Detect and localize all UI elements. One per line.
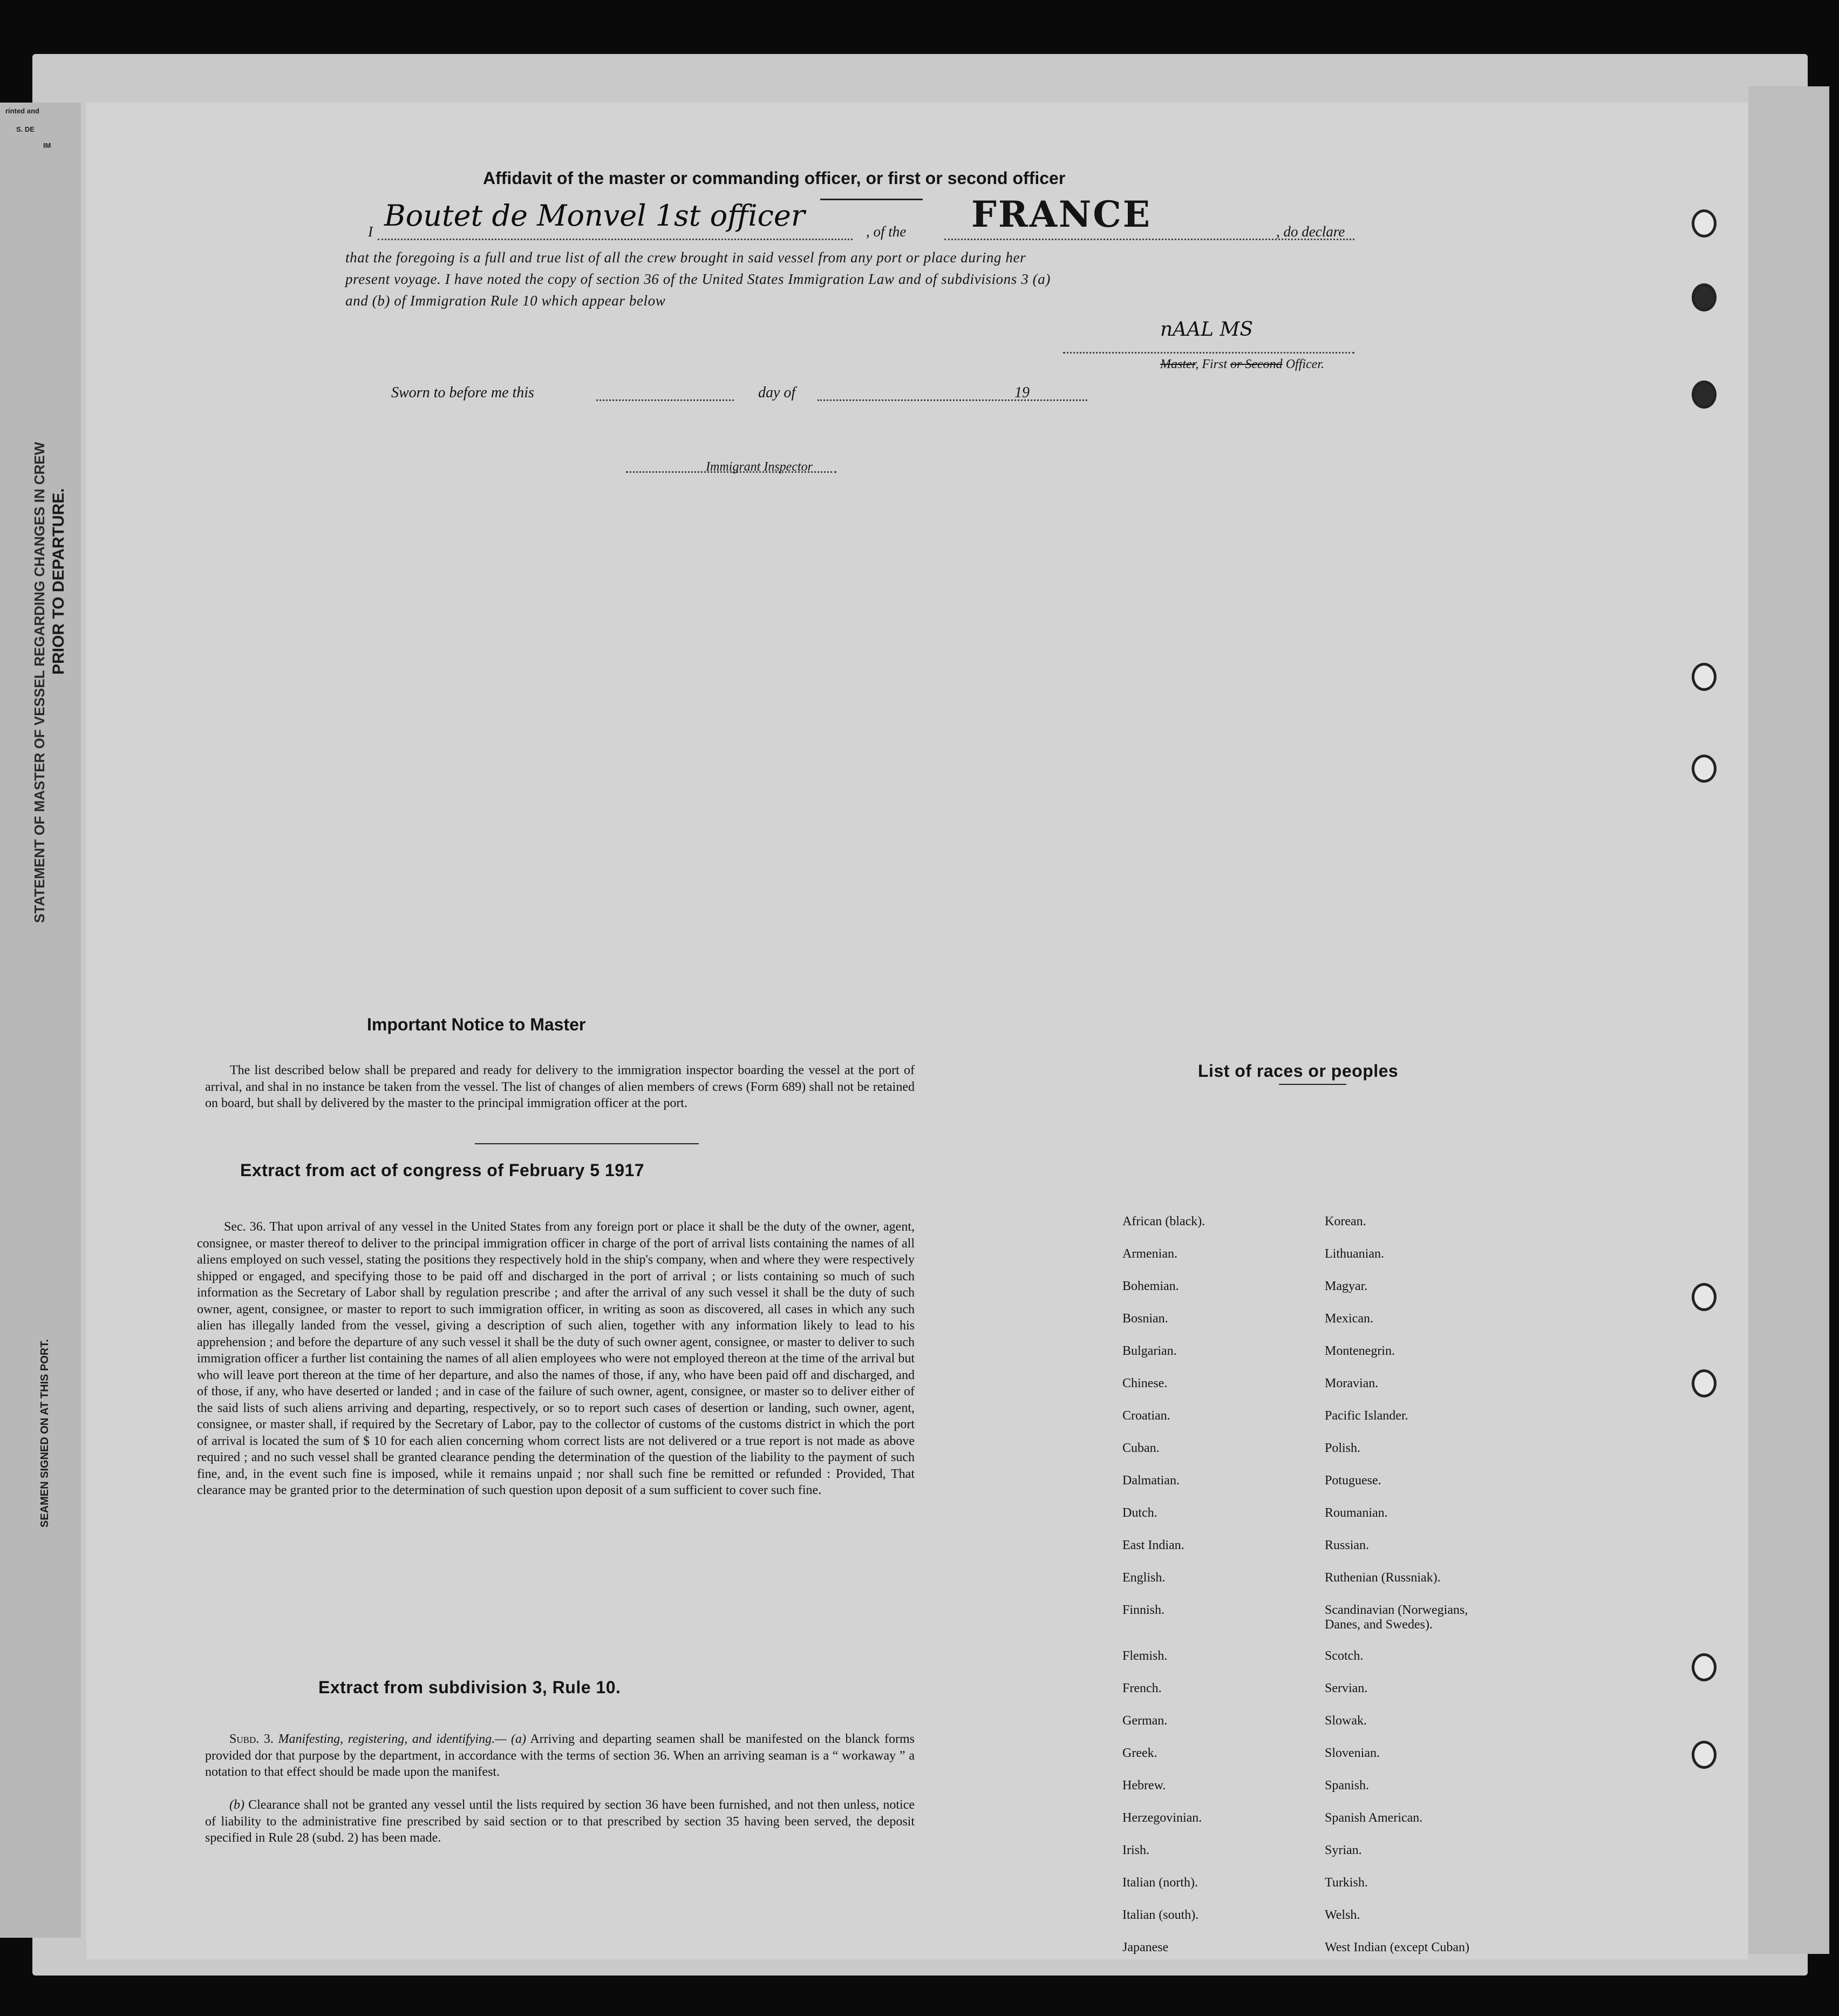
notice-title: Important Notice to Master <box>367 1015 586 1034</box>
affidavit-line-3: present voyage. I have noted the copy of section 36 of the United States Immigration Law and of subdivisions 3 (a) <box>345 271 1051 287</box>
inspector-title: Immigrant Inspector <box>706 460 813 474</box>
race-entry: Croatian. <box>1122 1409 1170 1423</box>
race-entry: Armenian. <box>1122 1247 1177 1261</box>
race-entry: German. <box>1122 1714 1168 1728</box>
sworn-day-line <box>596 399 734 401</box>
strip-vertical-title: PRIOR TO DEPARTURE. <box>50 488 67 675</box>
races-title: List of races or peoples <box>1198 1061 1399 1081</box>
race-entry: Syrian. <box>1325 1843 1362 1857</box>
race-entry: English. <box>1122 1571 1166 1585</box>
officer-signature: nAAL MS <box>1160 318 1254 341</box>
race-entry: Roumanian. <box>1325 1506 1388 1520</box>
officer-title-first: , First <box>1195 357 1228 371</box>
para-b-text: Clearance shall not be granted any vessel until the lists required by section 36 have been furnished, and not then unless, notice of liability to the administrative fine prescribed by said section or to that prescribed by section 35 having been served, the deposit specified in Rule 28 (subd. 2) has been made. <box>205 1798 915 1845</box>
race-entry: Korean. <box>1325 1214 1366 1228</box>
officer-title <box>1160 357 1324 372</box>
punch-hole <box>1692 283 1717 311</box>
race-entry: Japanese <box>1122 1940 1169 1954</box>
race-entry: Mexican. <box>1325 1312 1373 1326</box>
race-entry: Magyar. <box>1325 1279 1368 1293</box>
race-entry: Chinese. <box>1122 1376 1168 1390</box>
race-entry: Spanish American. <box>1325 1811 1423 1825</box>
extract2-title: Extract from subdivision 3, Rule 10. <box>318 1678 621 1697</box>
race-entry: Pacific Islander. <box>1325 1409 1408 1423</box>
race-entry: Lithuanian. <box>1325 1247 1384 1261</box>
punch-hole <box>1692 1653 1717 1681</box>
race-entry: Spanish. <box>1325 1779 1370 1793</box>
heading-rule <box>820 199 923 200</box>
race-entry: Dutch. <box>1122 1506 1157 1520</box>
race-entry: Bohemian. <box>1122 1279 1179 1293</box>
race-entry: Turkish. <box>1325 1876 1368 1890</box>
sworn-month-line <box>818 399 1087 401</box>
race-entry: Russian. <box>1325 1538 1370 1552</box>
race-entry: Moravian. <box>1325 1376 1379 1390</box>
officer-title-suffix: Officer. <box>1282 357 1325 371</box>
officer-name-handwritten: Boutet de Monvel 1st officer <box>384 199 805 233</box>
punch-hole <box>1692 663 1717 691</box>
race-entry: Greek. <box>1122 1746 1157 1760</box>
race-entry: French. <box>1122 1681 1162 1695</box>
subd-label: Subd. 3. <box>229 1732 274 1746</box>
race-entry: Montenegrin. <box>1325 1344 1395 1358</box>
race-entry: East Indian. <box>1122 1538 1184 1552</box>
race-entry: Potuguese. <box>1325 1474 1381 1488</box>
race-entry: Bosnian. <box>1122 1312 1168 1326</box>
race-entry: Dalmatian. <box>1122 1474 1180 1488</box>
para-a-text: Arriving and departing seamen shall be manifested on the blanck forms provided dor that purpose by the department, in accordance with the terms of section 36. When an arriving seaman is a “ workaway ” a notation to that effect should be made upon the manifest. <box>205 1732 915 1779</box>
race-entry: Italian (south). <box>1122 1908 1199 1922</box>
notice-body: The list described below shall be prepared and ready for delivery to the immigration inspector boarding the vessel at the port of arrival, and shal in no instance be taken from the vessel. The list of changes of alien members of crews (Form 689) shall not be retained on board, but shall by delivered by the master to the principal immigration officer at the port. <box>205 1063 915 1110</box>
race-entry: Irish. <box>1122 1843 1149 1857</box>
punch-hole <box>1692 381 1717 409</box>
name-line <box>378 239 853 240</box>
affidavit-page <box>86 103 1748 1959</box>
para-b-label: (b) <box>229 1798 244 1812</box>
punch-hole <box>1692 1283 1717 1311</box>
affidavit-pronoun: I <box>368 223 373 240</box>
day-of-text: day of <box>758 384 796 401</box>
race-entry: Cuban. <box>1122 1441 1160 1455</box>
race-entry: Polish. <box>1325 1441 1361 1455</box>
punch-hole <box>1692 209 1717 237</box>
punch-hole <box>1692 755 1717 783</box>
affidavit-heading: Affidavit of the master or commanding officer, or first or second officer <box>483 168 1066 188</box>
punch-hole <box>1692 1741 1717 1769</box>
affidavit-line-2: that the foregoing is a full and true list of all the crew brought in said vessel from any port or place during her <box>345 249 1026 266</box>
affidavit-line-4: and (b) of Immigration Rule 10 which appear below <box>345 293 666 309</box>
race-entry: African (black). <box>1122 1214 1205 1228</box>
officer-title-master: Master <box>1160 357 1196 371</box>
do-declare-text: , do declare <box>1276 223 1345 240</box>
extract1-body: Sec. 36. That upon arrival of any vessel in the United States from any foreign port or place it shall be the duty of the owner, agent, consignee, or master thereof to deliver to the principal immigration officer in charge of the port of arrival lists containing the names of all aliens employed on such vessel, stating the positions they respectively hold in the ship's company, when and where they were respectively shipped or engaged, and specifying those to be paid off and discharged in the port of arrival ; or lists containing so much of such information as the Secretary of Labor shall by regulation prescribe ; and after the arrival of any such vessel it shall be the duty of such owner, agent, consignee, or master to report to such immigration officer, in writing as soon as discovered, all cases in which any such alien has illegally landed from the vessel, giving a description of such alien, together with any information likely to lead to his apprehension ; and before the departure of any such vessel it shall be the duty of such owner agent, consignee, or master to deliver to such immigration officer a further list containing the names of all alien employees who were not employed thereon at the time of the arrival but who will leave port thereon at the time of her departure, and also the names of those, if any, who have been paid off and discharged, and of those, if any, who have deserted or landed ; and in case of the failure of such owner, agent, consignee, or master so to deliver either of the said lists of such aliens arriving and departing, respectively, or so to report such cases of desertion or landing, such owner, agent, consignee, or master shall, if required by the Secretary of Labor, pay to the collector of customs of the customs district in which the port of arrival is located the sum of $ 10 for each alien concerning whom correct lists are not delivered or a true report is not made as above required ; and no such vessel shall be granted clearance pending the determination of the question of the liability to the payment of such fine, and, in the event such fine is imposed, while it remains unpaid ; nor shall such fine be remitted or refunded : Provided, That clearance may be granted prior to the determination of such question upon deposit of a sum sufficient to cover such fine. <box>197 1220 915 1497</box>
race-entry: Flemish. <box>1122 1649 1168 1663</box>
race-entry: Servian. <box>1325 1681 1368 1695</box>
extract2-para-b <box>205 1797 915 1847</box>
race-entry: Herzegovinian. <box>1122 1811 1202 1825</box>
vessel-name-stamp: FRANCE <box>971 193 1152 235</box>
officer-title-second: or Second <box>1230 357 1283 371</box>
race-entry: West Indian (except Cuban) <box>1325 1940 1469 1954</box>
underlying-sheet-edge <box>1748 86 1829 1954</box>
strip-tiny-text: rinted and <box>5 107 39 115</box>
year-prefix: 19 <box>1014 384 1030 401</box>
race-entry: Scotch. <box>1325 1649 1364 1663</box>
race-entry: Italian (north). <box>1122 1876 1198 1890</box>
race-entry: Ruthenian (Russniak). <box>1325 1571 1441 1585</box>
race-entry: Slovenian. <box>1325 1746 1380 1760</box>
race-entry: Welsh. <box>1325 1908 1360 1922</box>
notice-rule <box>475 1143 699 1144</box>
strip-tiny-text: IM <box>43 141 51 150</box>
punch-hole <box>1692 1369 1717 1397</box>
race-entry: Scandinavian (Norwegians, Danes, and Swedes). <box>1325 1603 1468 1632</box>
strip-vertical-footer: SEAMEN SIGNED ON AT THIS PORT. <box>39 1339 51 1528</box>
left-page-strip <box>0 103 81 1938</box>
race-entry: Slowak. <box>1325 1714 1367 1728</box>
races-title-underline <box>1279 1084 1346 1085</box>
subd-heading: Manifesting, registering, and identifying.— (a) <box>278 1732 527 1746</box>
strip-vertical-heading: STATEMENT OF MASTER OF VESSEL REGARDING CHANGES IN CREW <box>31 442 47 923</box>
extract2-para-a <box>205 1731 915 1781</box>
sworn-text: Sworn to before me this <box>391 384 534 401</box>
signature-line <box>1063 352 1354 354</box>
race-entry: Hebrew. <box>1122 1779 1166 1793</box>
strip-tiny-text: S. DE <box>16 125 35 133</box>
of-the-text: , of the <box>866 223 907 240</box>
extract1-title: Extract from act of congress of February 5 1917 <box>240 1160 645 1180</box>
race-entry: Finnish. <box>1122 1603 1165 1617</box>
race-entry: Bulgarian. <box>1122 1344 1177 1358</box>
